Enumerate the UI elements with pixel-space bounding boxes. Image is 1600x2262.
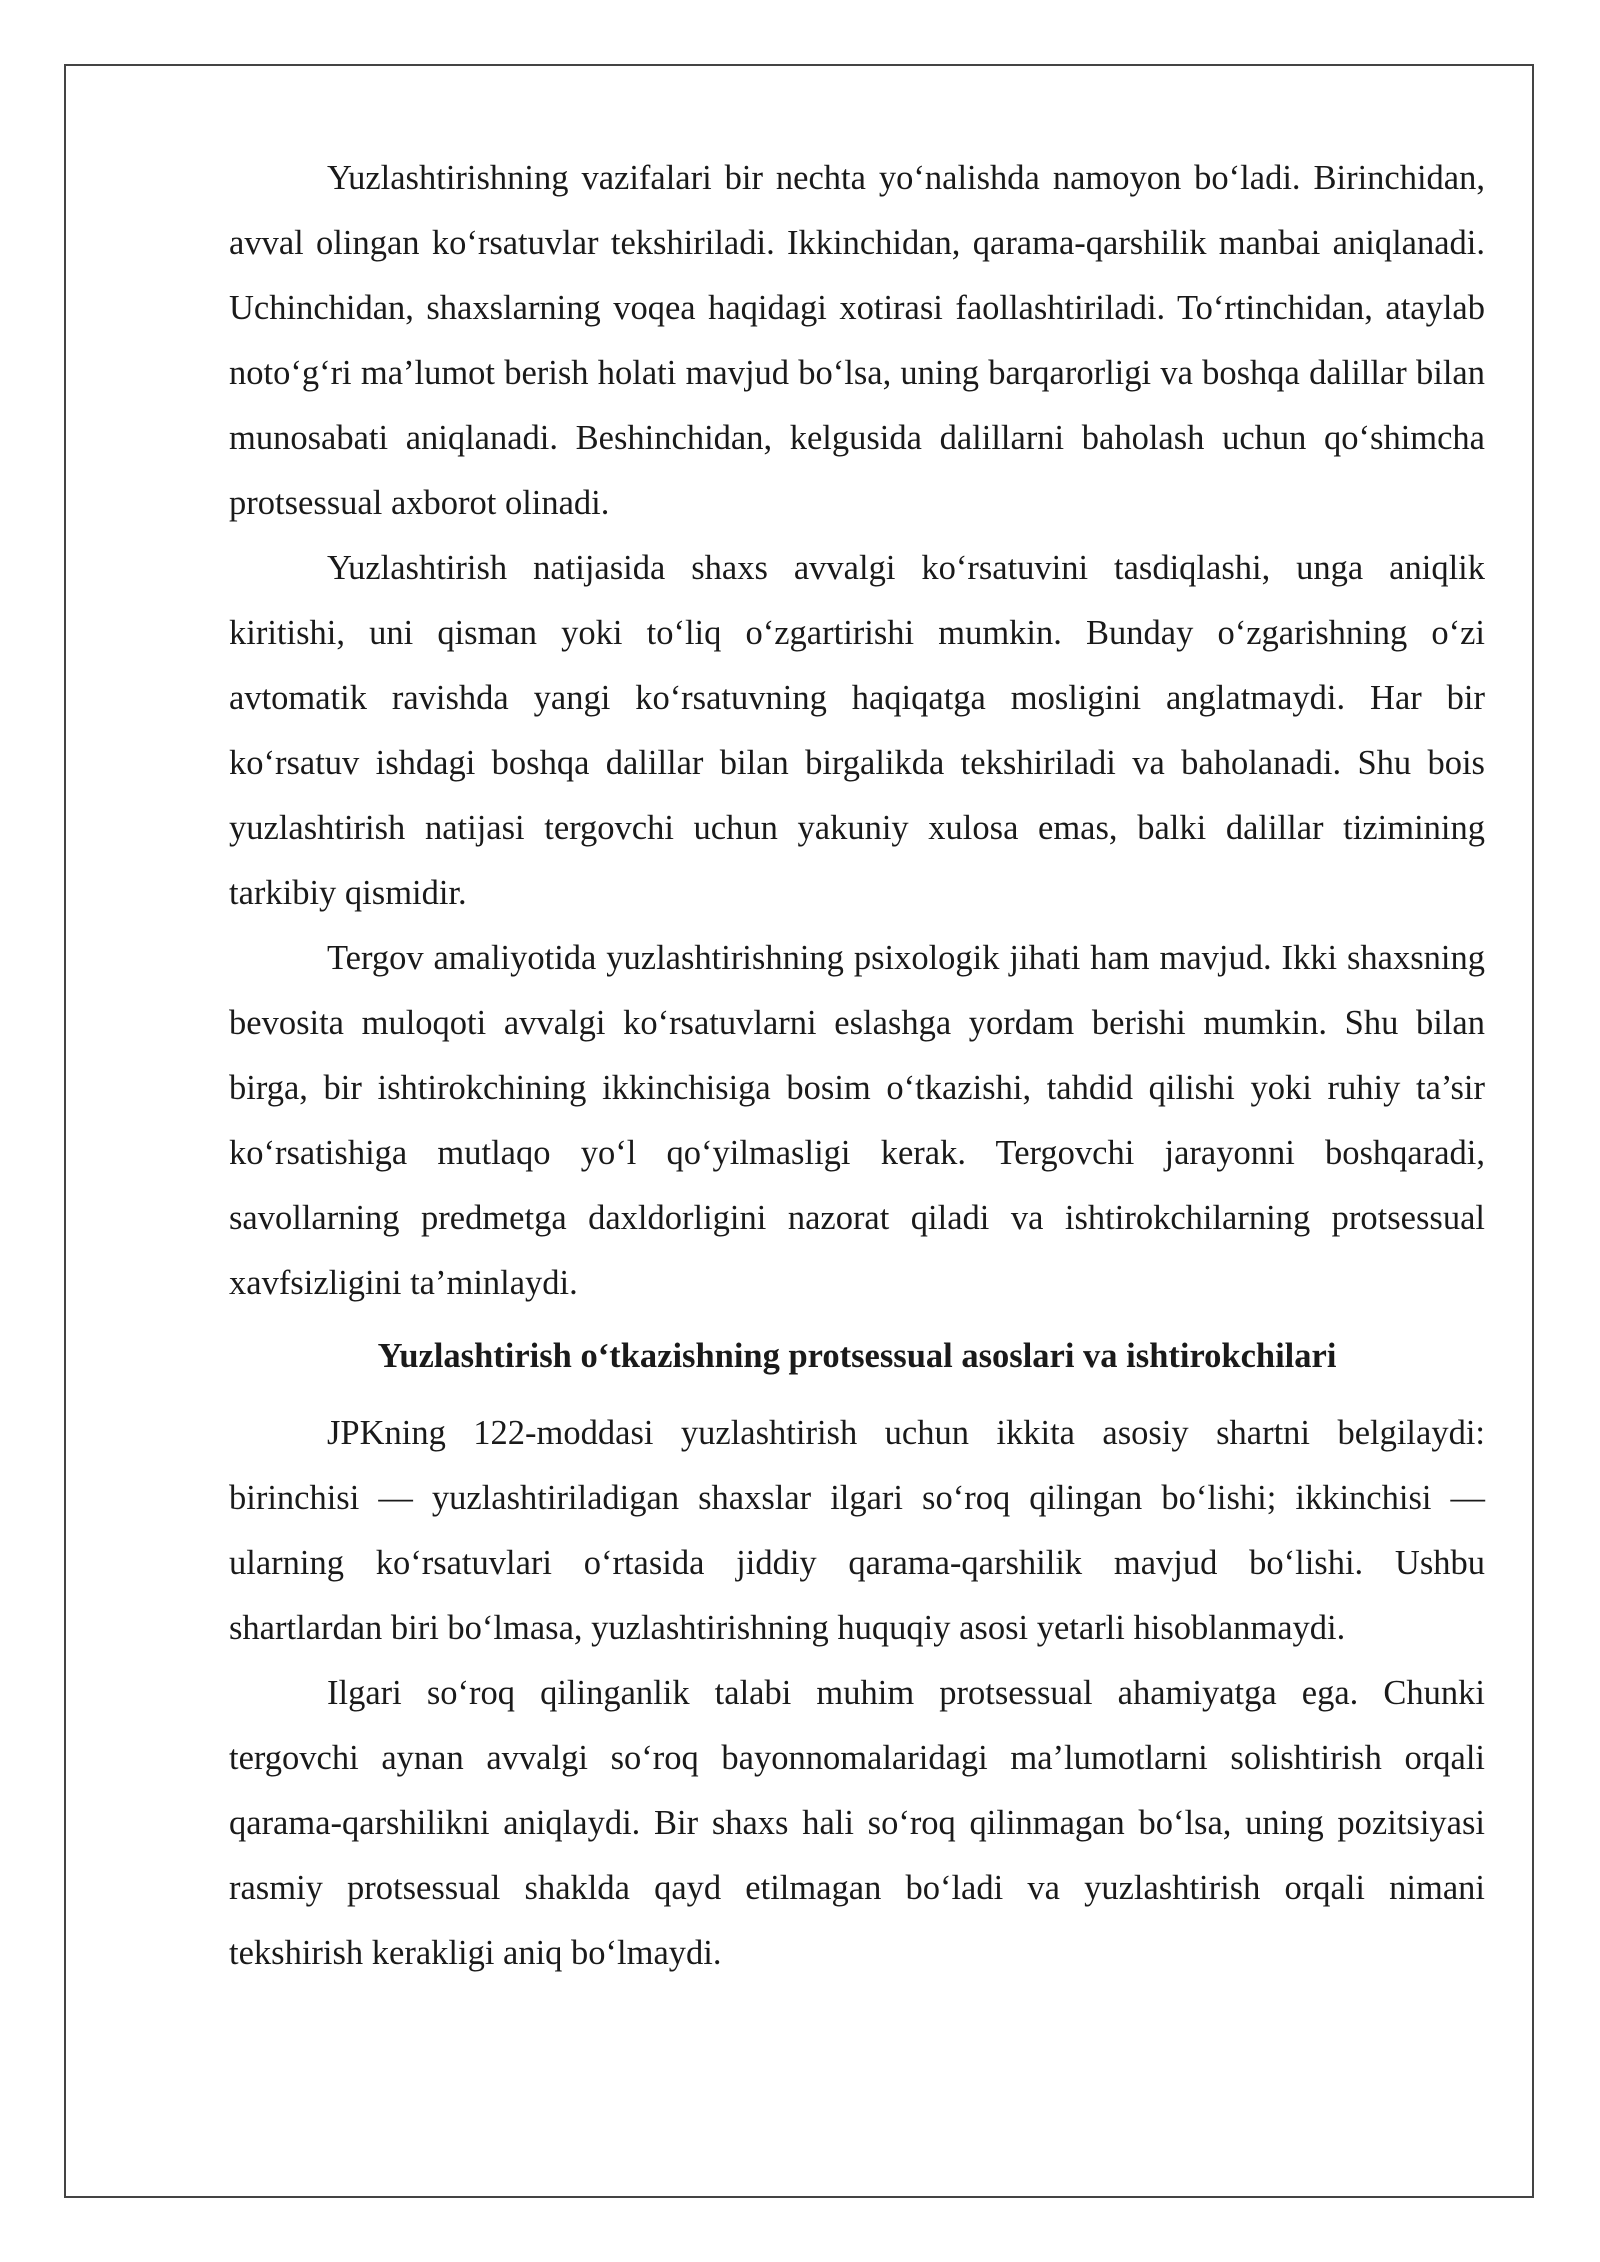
section-heading: Yuzlashtirish o‘tkazishning protsessual asoslari va ishtirokchilari	[377, 1337, 1337, 1375]
paragraph-tasks: Yuzlashtirishning vazifalari bir nechta yo‘nalishda namoyon bo‘ladi. Birinchidan, avval olingan ko‘rsatuvlar tekshiriladi. Ikkinchidan, qarama-qarshilik manbai aniqlanadi. Uchinchidan, shaxslarning voqea haqidagi xotirasi faollashtiriladi. To‘rtinchidan, ataylab noto‘g‘ri ma’lumot berish holati mavjud bo‘lsa, uning barqarorligi va boshqa dalillar bilan munosabati aniqlanadi. Beshinchidan, kelgusida dalillarni baholash uchun qo‘shimcha protsessual axborot olinadi.	[229, 159, 1485, 522]
paragraph-conditions: JPKning 122-moddasi yuzlashtirish uchun ikkita asosiy shartni belgilaydi: birinchisi — yuzlashtiriladigan shaxslar ilgari so‘roq qilingan bo‘lishi; ikkinchisi — ularning ko‘rsatuvlari o‘rtasida jiddiy qarama-qarshilik mavjud bo‘lishi. Ushbu shartlardan biri bo‘lmasa, yuzlashtirishning huquqiy asosi yetarli hisoblanmaydi.	[229, 1414, 1485, 1647]
paragraph-results: Yuzlashtirish natijasida shaxs avvalgi ko‘rsatuvini tasdiqlashi, unga aniqlik kiritishi, uni qisman yoki to‘liq o‘zgartirishi mumkin. Bunday o‘zgarishning o‘zi avtomatik ravishda yangi ko‘rsatuvning haqiqatga mosligini anglatmaydi. Har bir ko‘rsatuv ishdagi boshqa dalillar bilan birgalikda tekshiriladi va baholanadi. Shu bois yuzlashtirish natijasi tergovchi uchun yakuniy xulosa emas, balki dalillar tizimining tarkibiy qismidir.	[229, 549, 1485, 912]
paragraph-psychology: Tergov amaliyotida yuzlashtirishning psixologik jihati ham mavjud. Ikki shaxsning bevosita muloqoti avvalgi ko‘rsatuvlarni eslashga yordam berishi mumkin. Shu bilan birga, bir ishtirokchining ikkinchisiga bosim o‘tkazishi, tahdid qilishi yoki ruhiy ta’sir ko‘rsatishiga mutlaqo yo‘l qo‘yilmasligi kerak. Tergovchi jarayonni boshqaradi, savollarning predmetga daxldorligini nazorat qiladi va ishtirokchilarning protsessual xavfsizligini ta’minlaydi.	[229, 939, 1485, 1302]
paragraph-prior-interrogation: Ilgari so‘roq qilinganlik talabi muhim protsessual ahamiyatga ega. Chunki tergovchi aynan avvalgi so‘roq bayonnomalaridagi ma’lumotlarni solishtirish orqali qarama-qarshilikni aniqlaydi. Bir shaxs hali so‘roq qilinmagan bo‘lsa, uning pozitsiyasi rasmiy protsessual shaklda qayd etilmagan bo‘ladi va yuzlashtirish orqali nimani tekshirish kerakligi aniq bo‘lmaydi.	[229, 1674, 1485, 1972]
document-body	[229, 146, 1485, 1986]
